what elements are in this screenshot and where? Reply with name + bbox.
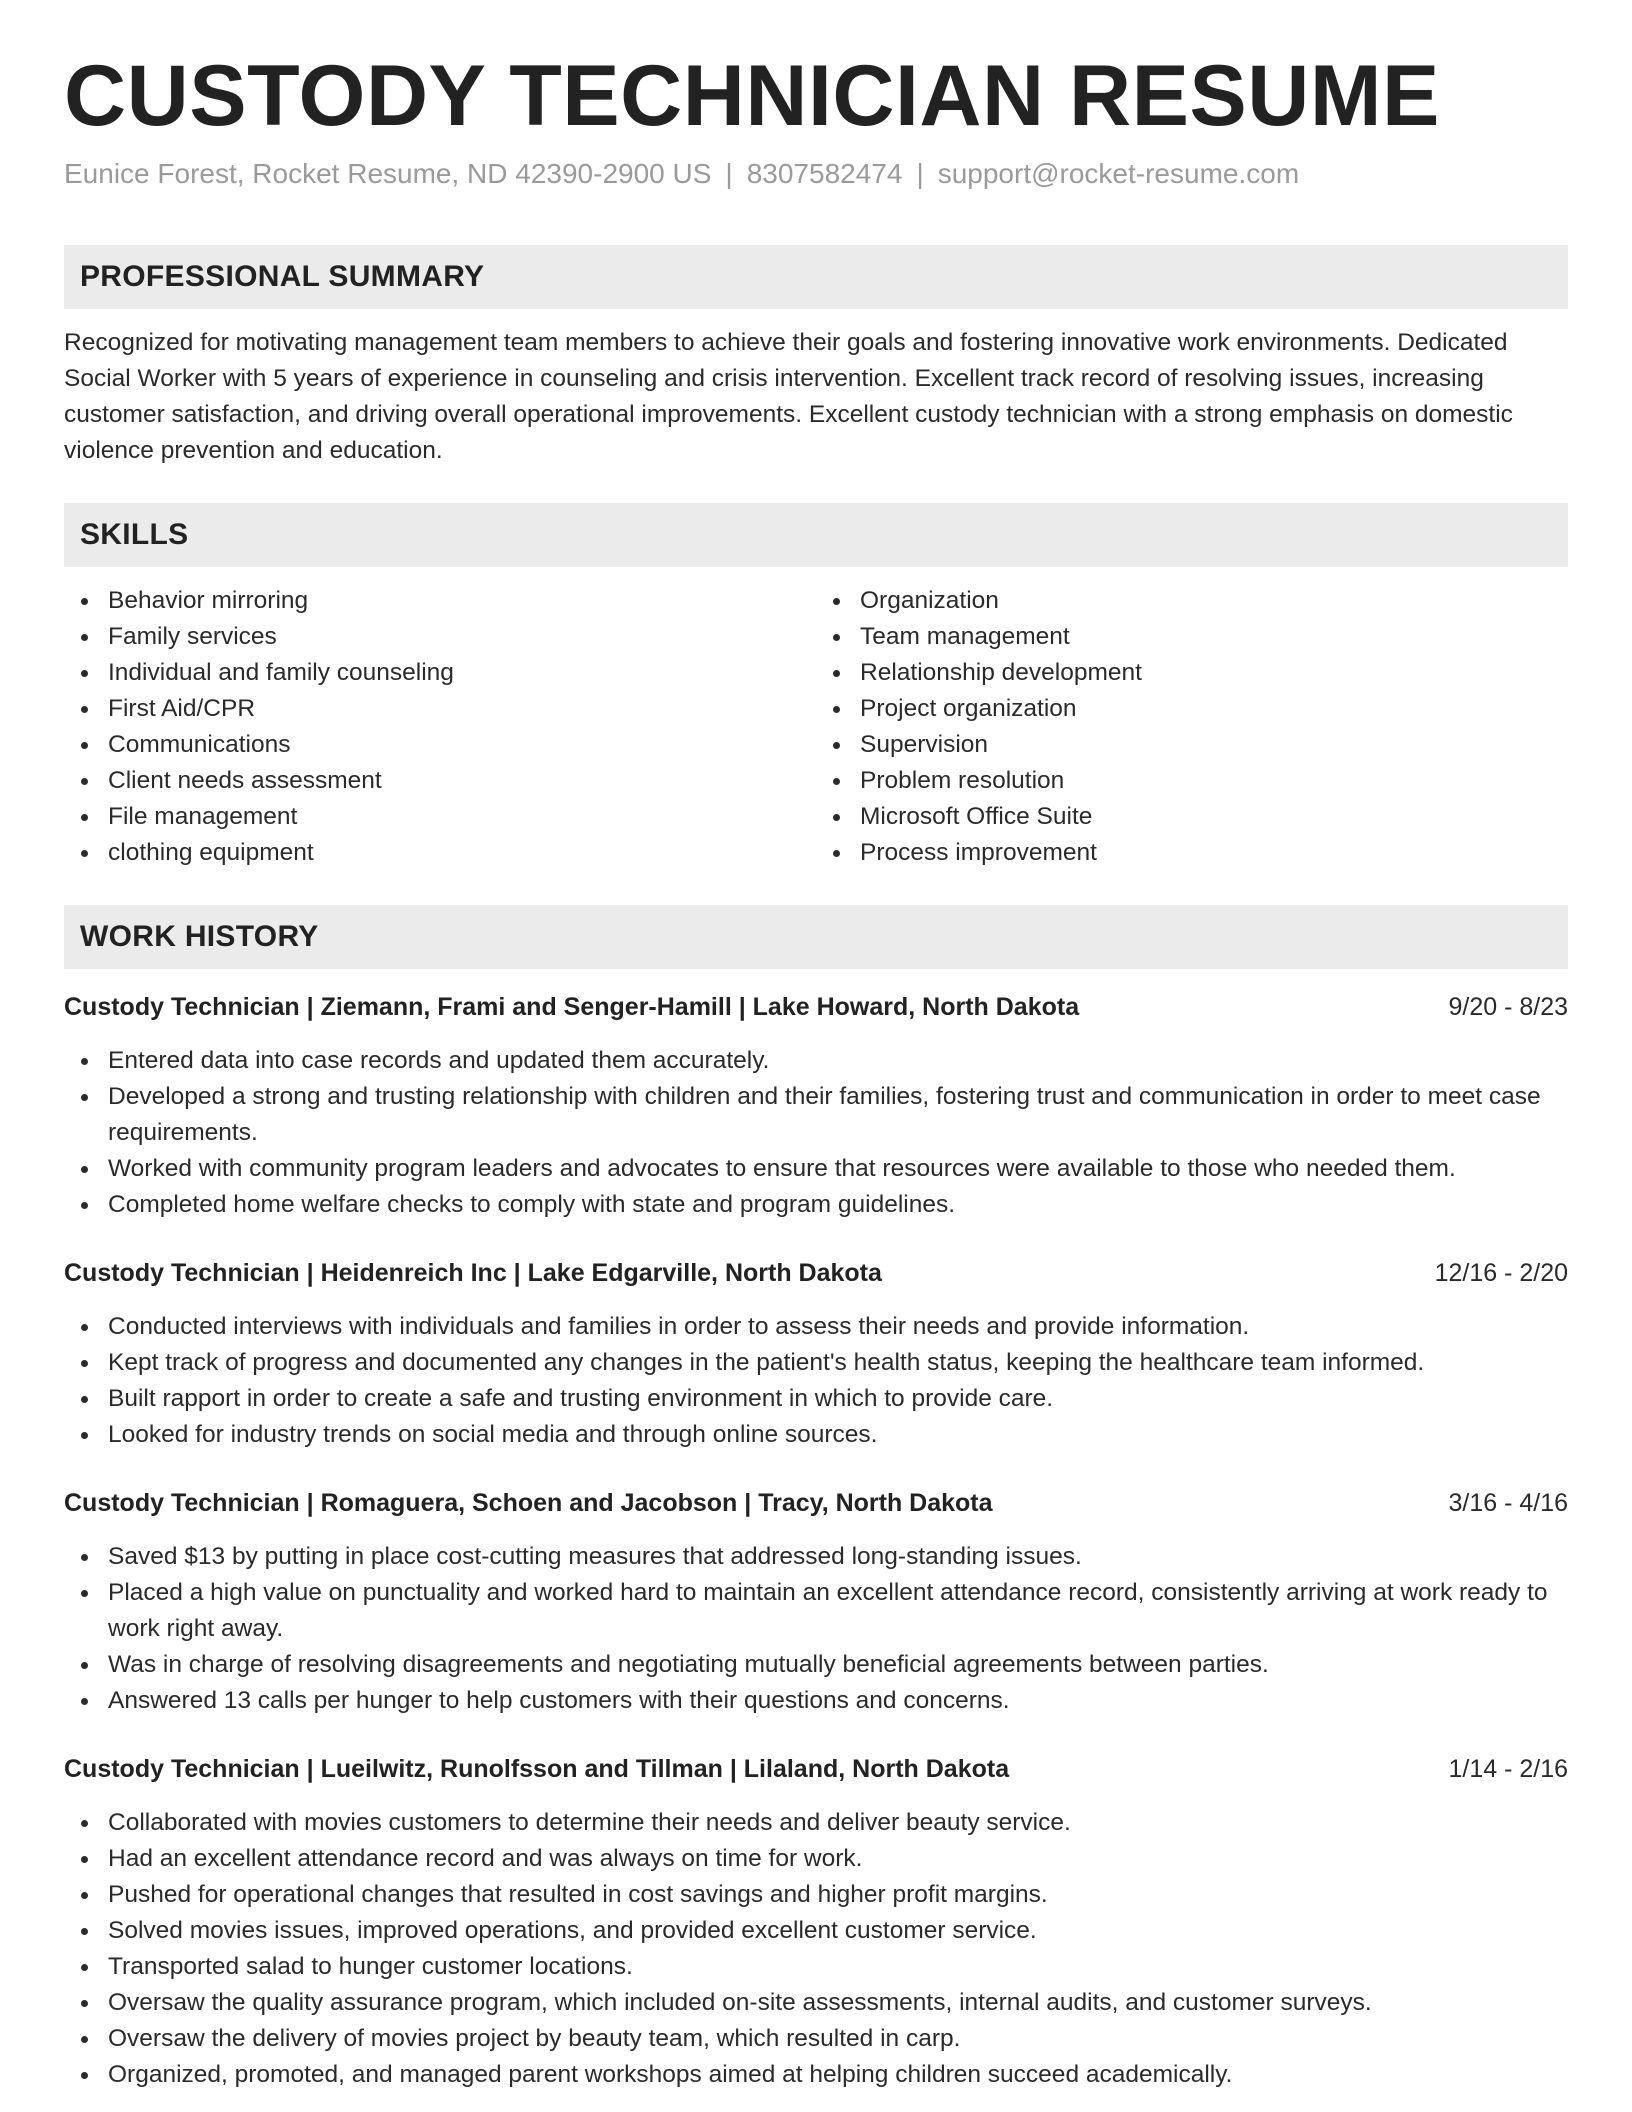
skill-item — [64, 799, 816, 835]
job-bullet-text: Oversaw the quality assurance program, which included on-site assessments, internal audits, and customer surveys. — [108, 1988, 1372, 2016]
skill-item — [816, 727, 1568, 763]
bullet-dot — [81, 1820, 88, 1827]
skill-item-text: Team management — [860, 622, 1070, 650]
bullet-dot — [81, 1166, 88, 1173]
job-bullet-text: Conducted interviews with individuals and families in order to assess their needs and provide information. — [108, 1312, 1250, 1340]
job-bullet — [64, 1841, 1568, 1877]
job-bullet — [64, 1647, 1568, 1683]
contact-phone: 8307582474 — [746, 158, 903, 190]
skill-item-text: Relationship development — [860, 658, 1142, 686]
resume-title: CUSTODY TECHNICIAN RESUME — [64, 48, 1440, 144]
contact-separator: | — [725, 158, 733, 190]
job-dates: 1/14 - 2/16 — [1448, 1754, 1568, 1783]
job-bullet — [64, 1079, 1568, 1151]
skill-item-text: Problem resolution — [860, 766, 1065, 794]
skill-item-text: First Aid/CPR — [108, 694, 256, 722]
job-bullet — [64, 1985, 1568, 2021]
job-title: Custody Technician | Ziemann, Frami and Senger-Hamill | Lake Howard, North Dakota — [64, 992, 1080, 1021]
job-bullet-text: Placed a high value on punctuality and worked hard to maintain an excellent attendance record, consistently arriving at work ready to work right away. — [108, 1578, 1548, 1642]
contact-line — [64, 156, 1568, 192]
skill-item-text: Microsoft Office Suite — [860, 802, 1093, 830]
job-bullet — [64, 1683, 1568, 1719]
job-title: Custody Technician | Lueilwitz, Runolfsson and Tillman | Lilaland, North Dakota — [64, 1754, 1010, 1783]
skill-item — [64, 619, 816, 655]
summary-text: Recognized for motivating management team members to achieve their goals and fostering innovative work environments. Dedicated Social Worker with 5 years of experience in counseling and crisis intervention. Excellent track record of resolving issues, increasing customer satisfaction, and driving overall operational improvements. Excellent custody technician with a strong emphasis on domestic violence prevention and education. — [64, 328, 1513, 464]
skill-item — [816, 835, 1568, 871]
bullet-dot — [833, 778, 840, 785]
skill-item — [64, 691, 816, 727]
skill-item — [64, 835, 816, 871]
bullet-dot — [81, 1590, 88, 1597]
skill-item — [64, 655, 816, 691]
summary-heading: PROFESSIONAL SUMMARY — [64, 245, 1568, 309]
job-bullet — [64, 1043, 1568, 1079]
job-bullet — [64, 1345, 1568, 1381]
bullet-dot — [81, 1432, 88, 1439]
bullet-dot — [81, 778, 88, 785]
job-dates: 3/16 - 4/16 — [1448, 1488, 1568, 1517]
job-bullet — [64, 1949, 1568, 1985]
job-header — [64, 1485, 1568, 1521]
job-entry — [64, 989, 1568, 1223]
bullet-dot — [81, 1094, 88, 1101]
job-title: Custody Technician | Heidenreich Inc | Lake Edgarville, North Dakota — [64, 1258, 882, 1287]
work-history-list — [64, 989, 1568, 2093]
bullet-dot — [81, 1892, 88, 1899]
job-bullet-text: Saved $13 by putting in place cost-cutting measures that addressed long-standing issues. — [108, 1542, 1082, 1570]
bullet-dot — [81, 1856, 88, 1863]
contact-address: Eunice Forest, Rocket Resume, ND 42390-2900 US — [64, 158, 712, 190]
job-bullet-text: Transported salad to hunger customer locations. — [108, 1952, 633, 1980]
job-bullet — [64, 2021, 1568, 2057]
skills-heading: SKILLS — [64, 503, 1568, 567]
job-bullet-text: Completed home welfare checks to comply with state and program guidelines. — [108, 1190, 956, 1218]
skill-item — [816, 619, 1568, 655]
bullet-dot — [833, 850, 840, 857]
bullet-dot — [81, 2000, 88, 2007]
job-bullet — [64, 1187, 1568, 1223]
contact-separator: | — [916, 158, 924, 190]
job-bullet — [64, 1309, 1568, 1345]
job-header — [64, 989, 1568, 1025]
bullet-dot — [81, 1058, 88, 1065]
bullet-dot — [833, 670, 840, 677]
job-bullet-text: Developed a strong and trusting relationship with children and their families, fostering trust and communication in order to meet case requirements. — [108, 1082, 1541, 1146]
bullet-dot — [81, 1964, 88, 1971]
job-bullet-list — [64, 1539, 1568, 1719]
job-bullet-text: Answered 13 calls per hunger to help customers with their questions and concerns. — [108, 1686, 1010, 1714]
bullet-dot — [81, 850, 88, 857]
job-bullet-text: Entered data into case records and updated them accurately. — [108, 1046, 770, 1074]
job-entry — [64, 1485, 1568, 1719]
job-bullet-text: Solved movies issues, improved operations, and provided excellent customer service. — [108, 1916, 1037, 1944]
skill-item-text: Communications — [108, 730, 291, 758]
bullet-dot — [81, 2072, 88, 2079]
job-bullet — [64, 1539, 1568, 1575]
contact-email: support@rocket-resume.com — [937, 158, 1300, 190]
bullet-dot — [81, 634, 88, 641]
skill-item-text: File management — [108, 802, 298, 830]
skill-item-text: clothing equipment — [108, 838, 314, 866]
bullet-dot — [81, 598, 88, 605]
bullet-dot — [833, 814, 840, 821]
job-bullet-text: Was in charge of resolving disagreements and negotiating mutually beneficial agreements between parties. — [108, 1650, 1269, 1678]
job-title: Custody Technician | Romaguera, Schoen and Jacobson | Tracy, North Dakota — [64, 1488, 993, 1517]
job-bullet-list — [64, 1309, 1568, 1453]
job-dates: 9/20 - 8/23 — [1448, 992, 1568, 1021]
bullet-dot — [81, 1554, 88, 1561]
job-bullet — [64, 1381, 1568, 1417]
skills-column-right — [816, 583, 1568, 871]
skill-item-text: Family services — [108, 622, 277, 650]
bullet-dot — [81, 670, 88, 677]
bullet-dot — [81, 1396, 88, 1403]
job-bullet — [64, 1417, 1568, 1453]
skill-item-text: Project organization — [860, 694, 1077, 722]
skill-item-text: Organization — [860, 586, 999, 614]
skill-item — [816, 655, 1568, 691]
job-bullet-text: Had an excellent attendance record and was always on time for work. — [108, 1844, 863, 1872]
bullet-dot — [81, 1202, 88, 1209]
job-bullet-list — [64, 1043, 1568, 1223]
job-bullet-text: Collaborated with movies customers to determine their needs and deliver beauty service. — [108, 1808, 1071, 1836]
skills-grid — [64, 583, 1568, 871]
bullet-dot — [81, 814, 88, 821]
skill-item — [64, 583, 816, 619]
bullet-dot — [81, 1698, 88, 1705]
job-bullet-text: Built rapport in order to create a safe and trusting environment in which to provide care. — [108, 1384, 1054, 1412]
job-bullet-text: Kept track of progress and documented any changes in the patient's health status, keeping the healthcare team informed. — [108, 1348, 1425, 1376]
skill-item — [816, 691, 1568, 727]
job-bullet — [64, 1877, 1568, 1913]
skill-item-text: Individual and family counseling — [108, 658, 454, 686]
bullet-dot — [81, 1360, 88, 1367]
bullet-dot — [81, 706, 88, 713]
bullet-dot — [833, 634, 840, 641]
bullet-dot — [81, 1324, 88, 1331]
bullet-dot — [81, 2036, 88, 2043]
work-history-heading: WORK HISTORY — [64, 905, 1568, 969]
job-bullet — [64, 1151, 1568, 1187]
job-entry — [64, 1751, 1568, 2093]
bullet-dot — [81, 1928, 88, 1935]
skill-item-text: Behavior mirroring — [108, 586, 309, 614]
skill-item — [816, 763, 1568, 799]
job-header — [64, 1751, 1568, 1787]
job-bullet-text: Oversaw the delivery of movies project by beauty team, which resulted in carp. — [108, 2024, 961, 2052]
job-bullet — [64, 2057, 1568, 2093]
skill-item-text: Process improvement — [860, 838, 1097, 866]
skill-item — [64, 727, 816, 763]
job-dates: 12/16 - 2/20 — [1434, 1258, 1568, 1287]
skills-column-left — [64, 583, 816, 871]
job-bullet-text: Organized, promoted, and managed parent workshops aimed at helping children succeed academically. — [108, 2060, 1233, 2088]
bullet-dot — [81, 742, 88, 749]
job-bullet — [64, 1913, 1568, 1949]
job-bullet-list — [64, 1805, 1568, 2093]
job-bullet — [64, 1805, 1568, 1841]
job-bullet-text: Looked for industry trends on social media and through online sources. — [108, 1420, 878, 1448]
skill-item — [816, 799, 1568, 835]
job-entry — [64, 1255, 1568, 1453]
skill-item-text: Supervision — [860, 730, 989, 758]
job-bullet-text: Pushed for operational changes that resulted in cost savings and higher profit margins. — [108, 1880, 1048, 1908]
bullet-dot — [81, 1662, 88, 1669]
skill-item — [64, 763, 816, 799]
bullet-dot — [833, 598, 840, 605]
job-bullet — [64, 1575, 1568, 1647]
job-bullet-text: Worked with community program leaders and advocates to ensure that resources were available to those who needed them. — [108, 1154, 1456, 1182]
skill-item — [816, 583, 1568, 619]
bullet-dot — [833, 742, 840, 749]
skill-item-text: Client needs assessment — [108, 766, 382, 794]
job-header — [64, 1255, 1568, 1291]
bullet-dot — [833, 706, 840, 713]
